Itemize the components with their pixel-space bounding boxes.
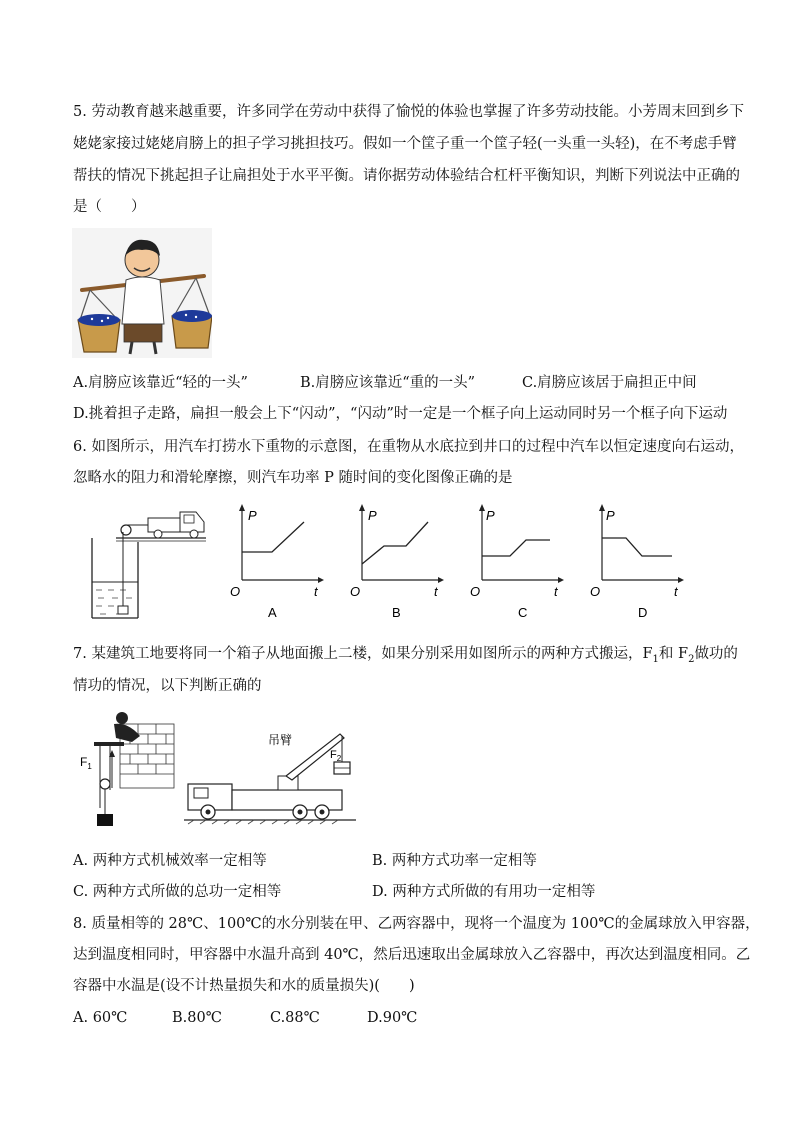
graph-a-y-label: P (248, 508, 257, 523)
q7-line-1: 7. 某建筑工地要将同一个箱子从地面搬上二楼，如果分别采用如图所示的两种方式搬运，$F_1$和 $F_2$做功的 (73, 646, 738, 665)
graph-b-y-label: P (368, 508, 377, 523)
q8-option-b[interactable]: B.80℃ (172, 1010, 222, 1026)
graph-d-x-label: t (674, 584, 678, 599)
q5-option-b[interactable]: B.肩膀应该靠近“重的一头” (300, 375, 476, 391)
graph-c-y-label: P (486, 508, 495, 523)
graph-b-x-label: t (434, 584, 438, 599)
crane-arm-label: 吊臂 (268, 733, 293, 747)
f2-label: $F_2$ (330, 749, 342, 763)
graph-c-label: C (518, 605, 528, 620)
graph-a-label: A (268, 605, 277, 620)
q8-option-c[interactable]: C.88℃ (270, 1010, 320, 1026)
q5-line-4: 是（ ） (73, 199, 146, 215)
q5-option-c[interactable]: C.肩膀应该居于扁担正中间 (522, 375, 697, 391)
q8-option-a[interactable]: A. 60℃ (73, 1010, 128, 1026)
q7-option-a[interactable]: A. 两种方式机械效率一定相等 (73, 853, 267, 869)
graph-d-y-label: P (606, 508, 615, 523)
graph-d[interactable] (590, 500, 690, 622)
graph-b-origin: O (350, 584, 361, 599)
q5-line-3: 帮扶的情况下挑起担子让扁担处于水平平衡。请你据劳动体验结合杠杆平衡知识，判断下列说法中正确的 (73, 168, 740, 184)
graph-c[interactable] (470, 500, 570, 622)
graph-a-origin: O (230, 584, 241, 599)
shoulder-pole-illustration (72, 228, 212, 358)
graph-d-label: D (638, 605, 648, 620)
q8-line-1: 8. 质量相等的 28℃、100℃的水分别装在甲、乙两容器中，现将一个温度为 100℃的金属球放入甲容器， (73, 916, 760, 932)
graph-c-x-label: t (554, 584, 558, 599)
crane-truck-figure (182, 730, 358, 830)
q6-line-2: 忽略水的阻力和滑轮摩擦，则汽车功率 P 随时间的变化图像正确的是 (73, 470, 513, 486)
q7-line-2: 情功的情况，以下判断正确的 (73, 678, 262, 694)
graph-a-x-label: t (314, 584, 318, 599)
q7-option-b[interactable]: B. 两种方式功率一定相等 (372, 853, 537, 869)
graph-a[interactable] (228, 500, 328, 622)
graph-d-origin: O (590, 584, 601, 599)
q5-line-2: 姥姥家接过姥姥肩膀上的担子学习挑担技巧。假如一个筐子重一个筐子轻(一头重一头轻)，在不考虑手臂 (73, 136, 737, 152)
q7-option-d[interactable]: D. 两种方式所做的有用功一定相等 (372, 884, 596, 900)
pulley-worker-figure (80, 708, 176, 832)
q5-option-a[interactable]: A.肩膀应该靠近“轻的一头” (73, 375, 248, 391)
graph-b-label: B (392, 605, 401, 620)
q8-option-d[interactable]: D.90℃ (367, 1010, 418, 1026)
graph-b[interactable] (350, 500, 450, 622)
q6-line-1: 6. 如图所示，用汽车打捞水下重物的示意图，在重物从水底拉到井口的过程中汽车以恒定速度向右运动， (73, 439, 744, 455)
q7-option-c[interactable]: C. 两种方式所做的总功一定相等 (73, 884, 282, 900)
q5-option-d[interactable]: D.挑着担子走路，扁担一般会上下“闪动”，“闪动”时一定是一个框子向上运动同时另一个框子向下运动 (73, 406, 728, 422)
q8-line-3: 容器中水温是(设不计热量损失和水的质量损失)( ) (73, 978, 415, 994)
graph-c-origin: O (470, 584, 481, 599)
f1-label: $F_1$ (80, 755, 92, 771)
well-truck-diagram (86, 498, 210, 620)
q5-line-1: 5. 劳动教育越来越重要，许多同学在劳动中获得了愉悦的体验也掌握了许多劳动技能。小芳周末回到乡下 (73, 104, 744, 120)
q8-line-2: 达到温度相同时，甲容器中水温升高到 40℃，然后迅速取出金属球放入乙容器中，再次达到温度相同。乙 (73, 947, 751, 963)
